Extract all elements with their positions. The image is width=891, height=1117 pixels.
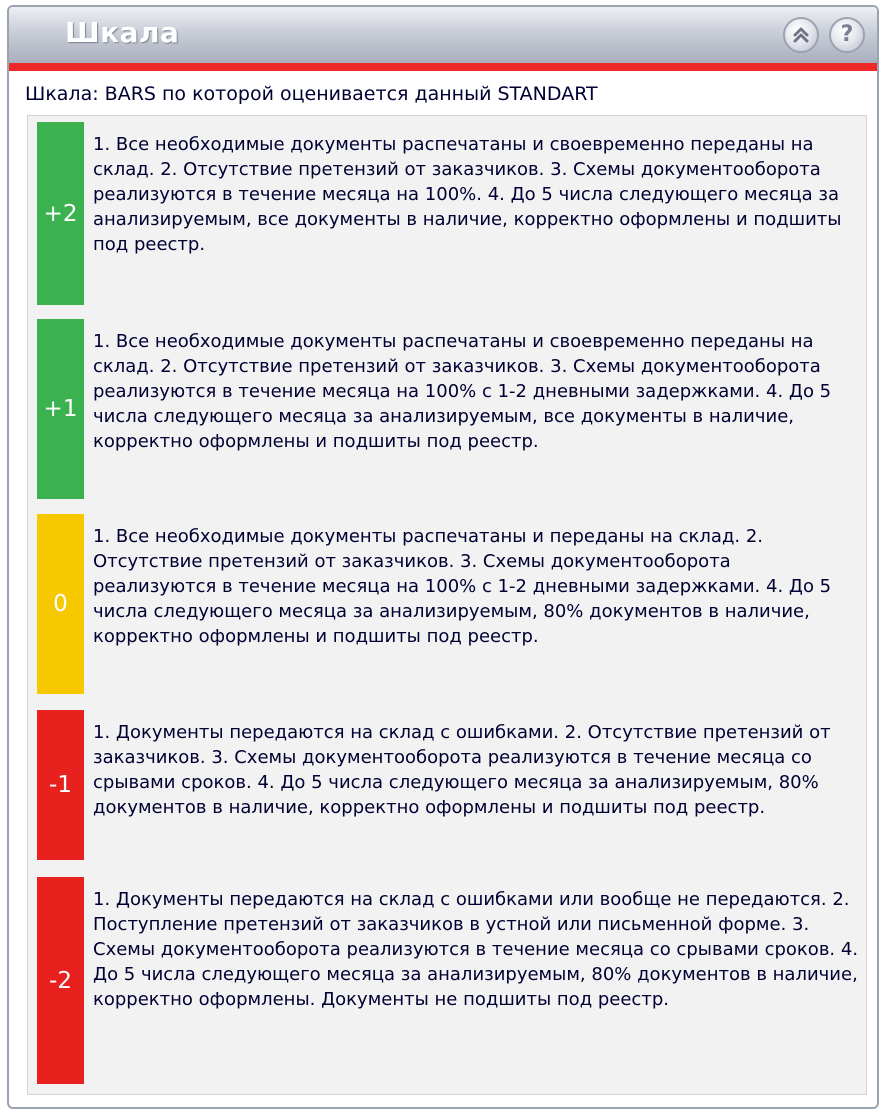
level-description: 1. Все необходимые документы распечатаны и своевременно переданы на склад. 2. Отсутствие претензий от заказчиков. 3. Схемы документооборота реализуются в течение месяца на 100% с 1-2 дневными задержками. 4. До 5 числа следующего месяца за анализируемым, все документы в наличие, корректно оформлены и подшиты под реестр.: [93, 331, 832, 452]
scale-panel: [7, 5, 879, 1109]
collapse-button[interactable]: [783, 17, 819, 53]
level-zero: [37, 514, 859, 694]
help-icon: ?: [840, 22, 854, 47]
level-score-badge: -1: [37, 710, 84, 860]
level-minus-1: [37, 710, 859, 860]
level-plus-1: [37, 319, 859, 499]
panel-titlebar: [9, 7, 877, 63]
level-score-badge: +1: [37, 319, 84, 499]
level-description: 1. Документы передаются на склад с ошибками. 2. Отсутствие претензий от заказчиков. 3. Схемы документооборота реализуются в течение месяца со срывами сроков. 4. До 5 числа следующего месяца за анализируемым, 80% документов в наличие, корректно оформлены и подшиты под реестр.: [93, 722, 831, 818]
level-plus-2: [37, 122, 859, 305]
levels-list: [27, 115, 867, 1095]
level-description: 1. Документы передаются на склад с ошибками или вообще не передаются. 2. Поступление претензий от заказчиков в устной или письменной форме. 3. Схемы документооборота реализуются в течение месяца со срывами сроков. 4. До 5 числа следующего месяца за анализируемым, 80% документов в наличие, корректно оформлены. Документы не подшиты под реестр.: [93, 889, 859, 1010]
scale-caption: Шкала: BARS по которой оценивается данный STANDART: [25, 83, 598, 105]
level-minus-2: [37, 877, 859, 1084]
level-score-badge: +2: [37, 122, 84, 305]
level-description: 1. Все необходимые документы распечатаны и своевременно переданы на склад. 2. Отсутствие претензий от заказчиков. 3. Схемы документооборота реализуются в течение месяца на 100%. 4. До 5 числа следующего месяца за анализируемым, все документы в наличие, корректно оформлены и подшиты под реестр.: [93, 134, 842, 255]
panel-title: Шкала: [65, 16, 180, 49]
title-accent-line: [9, 63, 877, 71]
level-description: 1. Все необходимые документы распечатаны и переданы на склад. 2. Отсутствие претензий от заказчиков. 3. Схемы документооборота реализуются в течение месяца на 100% с 1-2 дневными задержками. 4. До 5 числа следующего месяца за анализируемым, 80% документов в наличие, корректно оформлены и подшиты под реестр.: [93, 526, 832, 647]
level-score-badge: -2: [37, 877, 84, 1084]
double-chevron-up-icon: [791, 25, 811, 45]
level-score-badge: 0: [37, 514, 84, 694]
help-button[interactable]: [829, 17, 865, 53]
